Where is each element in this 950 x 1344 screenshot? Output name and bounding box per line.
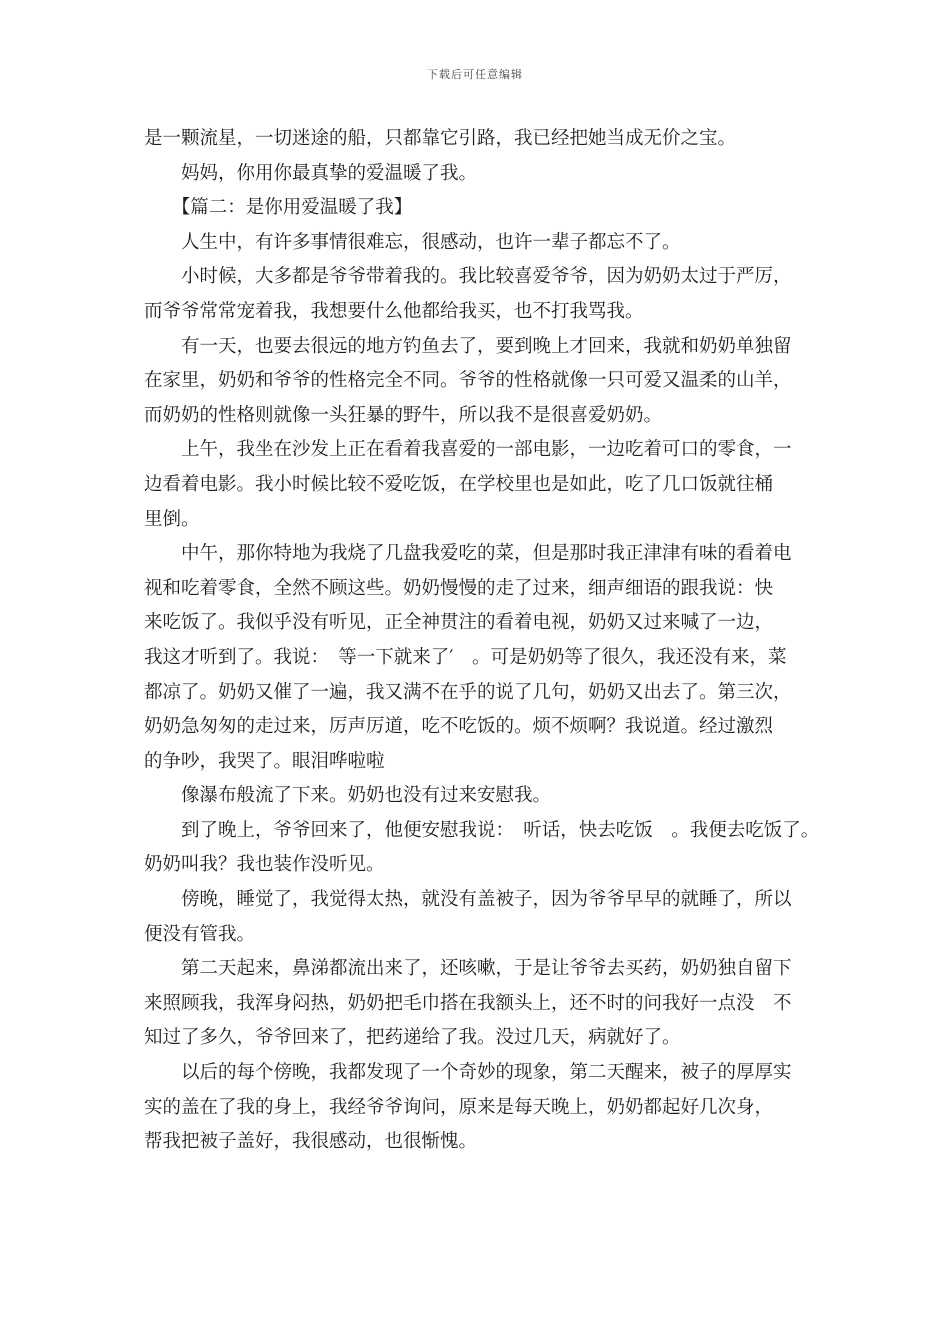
text-line: 在家里，奶奶和爷爷的性格完全不同。爷爷的性格就像一只可爱又温柔的山羊， [144,370,792,392]
text-line: 有一天，也要去很远的地方钓鱼去了，要到晚上才回来，我就和奶奶单独留 [144,335,792,357]
section-heading: 【篇二：是你用爱温暖了我】 [144,197,413,219]
text-line: 都凉了。奶奶又催了一遍，我又满不在乎的说了几句，奶奶又出去了。第三次， [144,681,792,703]
text-line: 里倒。 [144,508,200,530]
text-line: 上午，我坐在沙发上正在看着我喜爱的一部电影，一边吃着可口的零食，一 [144,439,792,461]
text-line: 实的盖在了我的身上，我经爷爷询问，原来是每天晚上，奶奶都起好几次身， [144,1096,774,1118]
text-line: 边看着电影。我小时候比较不爱吃饭，在学校里也是如此，吃了几口饭就往桶 [144,473,774,495]
text-line: 我这才听到了。我说： 等一下就来了′ 。可是奶奶等了很久，我还没有来，菜 [144,646,787,668]
text-line: 便没有管我。 [144,923,256,945]
text-line: 到了晚上，爷爷回来了，他便安慰我说： 听话，快去吃饭 。我便去吃饭了。 [144,819,820,841]
text-line: 像瀑布般流了下来。奶奶也没有过来安慰我。 [144,785,552,807]
text-line: 来吃饭了。我似乎没有听见，正全神贯注的看着电视，奶奶又过来喊了一边， [144,612,774,634]
text-line: 而奶奶的性格则就像一头狂暴的野牛，所以我不是很喜爱奶奶。 [144,404,663,426]
text-line: 视和吃着零食，全然不顾这些。奶奶慢慢的走了过来，细声细语的跟我说：快 [144,577,774,599]
text-line: 奶奶叫我？我也装作没听见。 [144,854,385,876]
text-line: 第二天起来，鼻涕都流出来了，还咳嗽，于是让爷爷去买药，奶奶独自留下 [144,958,792,980]
text-line: 小时候，大多都是爷爷带着我的。我比较喜爱爷爷，因为奶奶太过于严厉， [144,266,792,288]
text-line: 妈妈，你用你最真挚的爱温暖了我。 [144,162,478,184]
text-line: 中午，那你特地为我烧了几盘我爱吃的菜，但是那时我正津津有味的看着电 [144,543,792,565]
text-line: 奶奶急匆匆的走过来，厉声厉道，吃不吃饭的。烦不烦啊？我说道。经过激烈 [144,716,774,738]
text-line: 而爷爷常常宠着我，我想要什么他都给我买，也不打我骂我。 [144,300,644,322]
page-header: 下载后可任意编辑 [427,68,523,81]
text-line: 是一颗流星，一切迷途的船，只都靠它引路，我已经把她当成无价之宝。 [144,128,737,149]
text-line: 傍晚，睡觉了，我觉得太热，就没有盖被子，因为爷爷早早的就睡了，所以 [144,889,792,911]
text-line: 以后的每个傍晚，我都发现了一个奇妙的现象，第二天醒来，被子的厚厚实 [144,1062,792,1084]
text-line: 的争吵，我哭了。眼泪哗啦啦 [144,750,385,772]
body-text [144,122,820,1160]
text-line: 帮我把被子盖好，我很感动，也很惭愧。 [144,1131,478,1153]
text-line: 来照顾我，我浑身闷热，奶奶把毛巾搭在我额头上，还不时的问我好一点没 不 [144,992,792,1014]
text-line: 知过了多久，爷爷回来了，把药递给了我。没过几天，病就好了。 [144,1027,681,1049]
text-line: 人生中，有许多事情很难忘，很感动，也许一辈子都忘不了。 [144,231,681,253]
